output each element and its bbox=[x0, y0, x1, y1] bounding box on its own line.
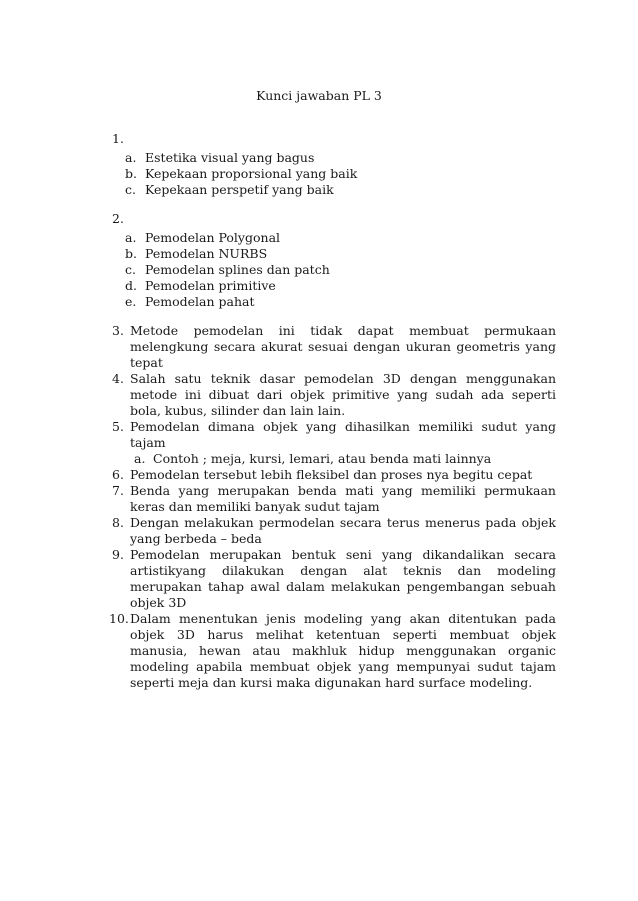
list-item bbox=[112, 278, 556, 294]
answer-10 bbox=[109, 611, 556, 691]
answer-number: 3. bbox=[112, 323, 124, 338]
answer-6 bbox=[112, 467, 556, 483]
answer-7 bbox=[112, 483, 556, 515]
option-text: Pemodelan Polygonal bbox=[145, 230, 281, 245]
answer-text: Pemodelan dimana objek yang dihasilkan memiliki sudut yang tajam bbox=[130, 419, 556, 450]
answer-number: 7. bbox=[112, 483, 124, 498]
answer-number: 8. bbox=[112, 515, 124, 530]
answer-text: Salah satu teknik dasar pemodelan 3D dengan menggunakan metode ini dibuat dari objek primitive yang sudah ada seperti bola, kubus, silinder dan lain lain. bbox=[130, 371, 556, 418]
list-item bbox=[112, 182, 556, 198]
option-text: Pemodelan pahat bbox=[145, 294, 255, 309]
list-item bbox=[112, 166, 556, 182]
answer-5-subitem bbox=[134, 451, 556, 467]
option-letter: c. bbox=[125, 262, 136, 277]
list-item bbox=[112, 246, 556, 262]
answer-number: 5. bbox=[112, 419, 124, 434]
list-item bbox=[112, 230, 556, 246]
answer-4 bbox=[112, 371, 556, 419]
answer-9 bbox=[112, 547, 556, 611]
numbered-answers bbox=[109, 323, 556, 691]
question-1-number: 1. bbox=[112, 131, 124, 146]
option-text: Kepekaan proporsional yang baik bbox=[145, 166, 358, 181]
answer-content bbox=[109, 131, 556, 691]
answer-8 bbox=[112, 515, 556, 547]
question-2-number: 2. bbox=[112, 211, 124, 226]
option-letter: e. bbox=[125, 294, 137, 309]
list-item bbox=[112, 294, 556, 310]
question-1-options bbox=[112, 150, 556, 198]
answer-text: Dengan melakukan permodelan secara terus menerus pada objek yang berbeda – beda bbox=[130, 515, 556, 546]
option-text: Estetika visual yang bagus bbox=[145, 150, 315, 165]
sub-text: Contoh ; meja, kursi, lemari, atau benda mati lainnya bbox=[153, 451, 492, 466]
answer-text: Pemodelan merupakan bentuk seni yang dikandalikan secara artistikyang dilakukan dengan alat teknis dan modeling merupakan tahap awal dalam melakukan pengembangan sebuah objek 3D bbox=[130, 547, 556, 610]
answer-5 bbox=[112, 419, 556, 467]
question-2-options bbox=[112, 230, 556, 310]
list-item bbox=[112, 150, 556, 166]
answer-number: 4. bbox=[112, 371, 124, 386]
option-text: Pemodelan primitive bbox=[145, 278, 276, 293]
question-1 bbox=[112, 131, 556, 198]
answer-text: Dalam menentukan jenis modeling yang akan ditentukan pada objek 3D harus melihat ketentuan seperti membuat objek manusia, hewan atau makhluk hidup menggunakan organic modeling apabila membuat objek yang mempunyai sudut tajam seperti meja dan kursi maka digunakan hard surface modeling. bbox=[130, 611, 556, 690]
answer-number: 10. bbox=[109, 611, 129, 626]
option-letter: b. bbox=[125, 246, 137, 261]
document-title: Kunci jawaban PL 3 bbox=[256, 88, 382, 103]
option-letter: d. bbox=[125, 278, 137, 293]
answer-text: Benda yang merupakan benda mati yang memiliki permukaan keras dan memiliki banyak sudut tajam bbox=[130, 483, 556, 514]
answer-3 bbox=[112, 323, 556, 371]
option-letter: b. bbox=[125, 166, 137, 181]
answer-number: 6. bbox=[112, 467, 124, 482]
answer-text: Metode pemodelan ini tidak dapat membuat permukaan melengkung secara akurat sesuai dengan ukuran geometris yang tepat bbox=[130, 323, 556, 370]
question-2 bbox=[112, 211, 556, 310]
answer-text: Pemodelan tersebut lebih fleksibel dan proses nya begitu cepat bbox=[130, 467, 533, 482]
list-item bbox=[112, 262, 556, 278]
option-letter: a. bbox=[125, 150, 137, 165]
option-text: Kepekaan perspetif yang baik bbox=[145, 182, 334, 197]
answer-number: 9. bbox=[112, 547, 124, 562]
option-text: Pemodelan splines dan patch bbox=[145, 262, 330, 277]
option-letter: a. bbox=[125, 230, 137, 245]
option-text: Pemodelan NURBS bbox=[145, 246, 268, 261]
sub-letter: a. bbox=[134, 451, 146, 466]
option-letter: c. bbox=[125, 182, 136, 197]
